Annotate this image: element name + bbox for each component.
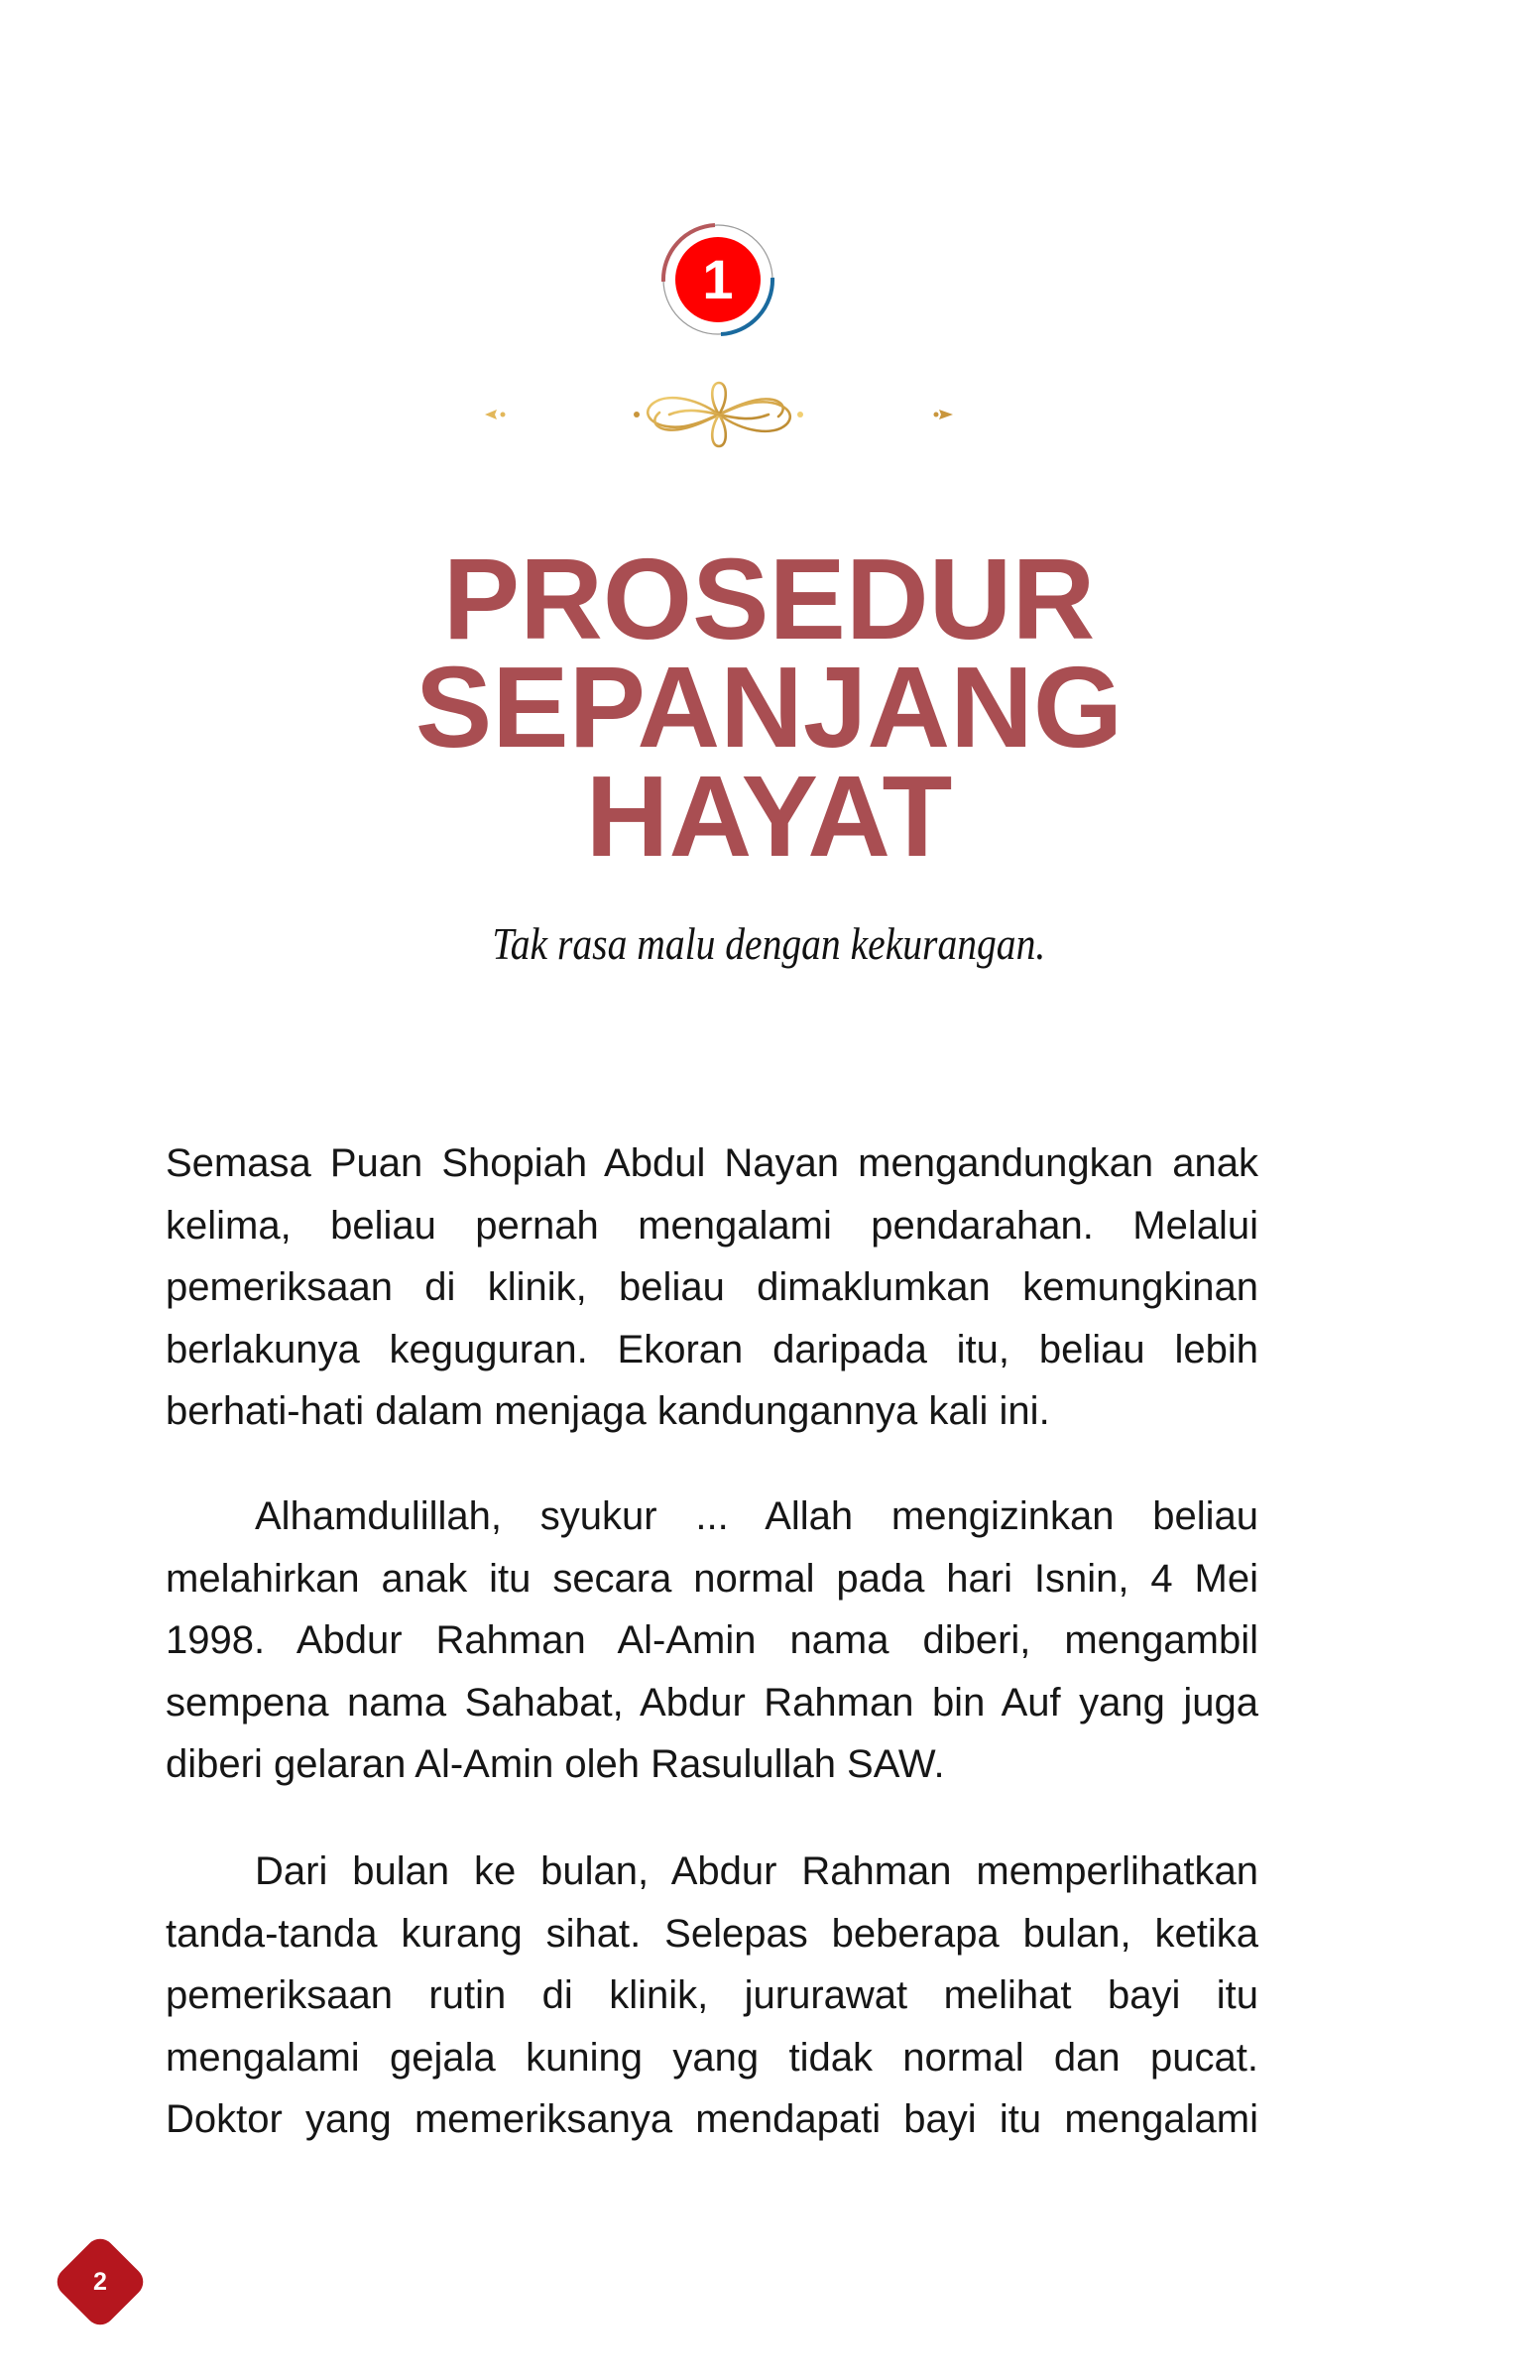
page-number: 2 <box>93 2267 107 2296</box>
flourish-divider-icon <box>481 377 957 456</box>
text-line: berlakunya keguguran. Ekoran daripada itu, beliau lebih <box>166 1327 1258 1371</box>
body-paragraph-1 <box>166 1132 1258 1443</box>
text-line: 1998. Abdur Rahman Al-Amin nama diberi, mengambil <box>166 1618 1258 1662</box>
text-line: kelima, beliau pernah mengalami pendarahan. Melalui <box>166 1203 1258 1248</box>
chapter-title-line-2: SEPANJANG <box>415 643 1124 772</box>
text-line: Alhamdulillah, syukur ... Allah mengizinkan beliau <box>255 1494 1258 1538</box>
chapter-subtitle: Tak rasa malu dengan kekurangan. <box>492 918 1046 969</box>
body-paragraph-3 <box>166 1841 1258 2151</box>
text-line: pemeriksaan di klinik, beliau dimaklumkan kemungkinan <box>166 1265 1258 1309</box>
text-line: pemeriksaan rutin di klinik, jururawat melihat bayi itu <box>166 1973 1258 2017</box>
text-line: Dari bulan ke bulan, Abdur Rahman memperlihatkan <box>255 1849 1258 1893</box>
text-line: melahirkan anak itu secara normal pada hari Isnin, 4 Mei <box>166 1556 1258 1601</box>
body-paragraph-2 <box>166 1486 1258 1796</box>
chapter-number: 1 <box>702 248 734 310</box>
text-line: diberi gelaran Al-Amin oleh Rasulullah SAW. <box>166 1742 945 1786</box>
chapter-title-line-3: HAYAT <box>585 752 953 881</box>
text-line: Doktor yang memeriksanya mendapati bayi itu mengalami <box>166 2097 1258 2141</box>
text-line: berhati-hati dalam menjaga kandungannya kali ini. <box>166 1389 1050 1433</box>
chapter-number-badge <box>658 220 777 339</box>
chapter-title-line-1: PROSEDUR <box>442 535 1096 663</box>
page-number-badge <box>65 2247 135 2317</box>
text-line: Semasa Puan Shopiah Abdul Nayan mengandungkan anak <box>166 1141 1258 1185</box>
text-line: mengalami gejala kuning yang tidak normal dan pucat. <box>166 2035 1258 2080</box>
text-line: sempena nama Sahabat, Abdur Rahman bin Auf yang juga <box>166 1680 1258 1725</box>
text-line: tanda-tanda kurang sihat. Selepas beberapa bulan, ketika <box>166 1911 1258 1956</box>
